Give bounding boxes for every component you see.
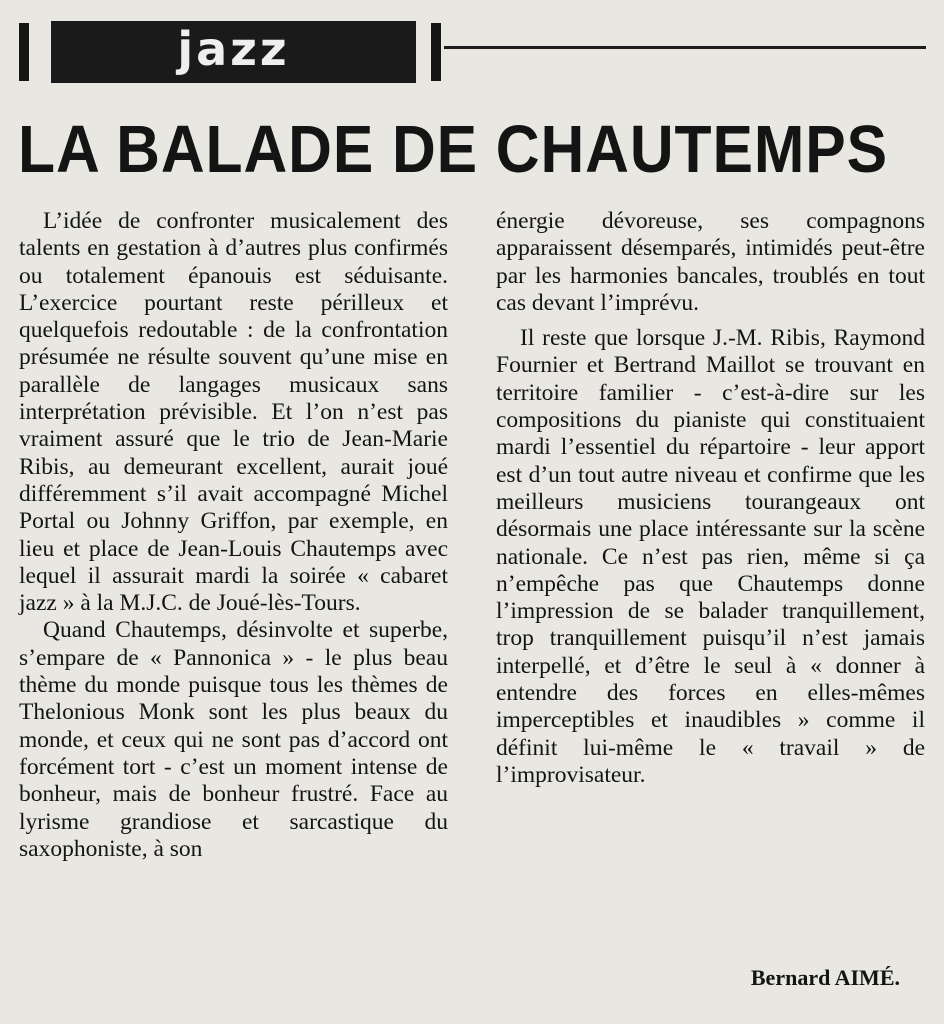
article-paragraph: L’idée de confronter musicalement des talents en gestation à d’autres plus confirmés ou totalement épanouis est séduisante. L’exercice pourtant reste périlleux et quelquefois redoutable : de la confrontation présumée ne résulte souvent qu’une mise en parallèle de langages musicaux sans interprétation prévisible. Et l’on n’est pas vraiment assuré que le trio de Jean-Marie Ribis, au demeurant excellent, aurait joué différemment s’il avait accompagné Michel Portal ou Johnny Griffon, par exemple, en lieu et place de Jean-Louis Chautemps avec lequel il assurait mardi la soirée « cabaret jazz » à la M.J.C. de Joué-lès-Tours. <box>19 208 448 617</box>
article-paragraph: Quand Chautemps, désinvolte et superbe, s’empare de « Pannonica » - le plus beau thème du monde puisque tous les thèmes de Thelonious Monk sont les plus beaux du monde, et ceux qui ne sont pas d’accord ont forcément tort - c’est un moment intense de bonheur, mais de bonheur frustré. Face au lyrisme grandiose et sarcastique du saxophoniste, à son <box>19 617 448 862</box>
article-column-right <box>496 208 925 789</box>
rubric-label: jazz <box>177 22 290 76</box>
author-signature: Bernard AIMÉ. <box>750 965 900 990</box>
article-paragraph: Il reste que lorsque J.-M. Ribis, Raymond Fournier et Bertrand Maillot se trouvant en territoire familier - c’est-à-dire sur les compositions du pianiste qui constituaient mardi l’essentiel du répartoire - leur apport est d’un tout autre niveau et confirme que les meilleurs musiciens tourangeaux ont désormais une place intéressante sur la scène nationale. Ce n’est pas rien, même si ça n’empêche pas que Chautemps donne l’impression de se balader tranquillement, trop tranquillement puisqu’il n’est jamais interpellé, et d’être le seul à « donner à entendre des forces en elles-mêmes imperceptibles et inaudibles » comme il définit lui-même le « travail » de l’improvisateur. <box>496 325 925 788</box>
rubric-left-bar <box>19 23 29 81</box>
article-headline: LA BALADE DE CHAUTEMPS <box>18 112 888 187</box>
article-paragraph: énergie dévoreuse, ses compagnons apparaissent désemparés, intimidés peut-être par les harmonies bancales, troublés en tout cas devant l’imprévu. <box>496 208 925 316</box>
rubric-rule <box>444 46 926 49</box>
article-column-left <box>19 208 448 863</box>
rubric-banner <box>51 21 416 83</box>
rubric-right-bar <box>431 23 441 81</box>
